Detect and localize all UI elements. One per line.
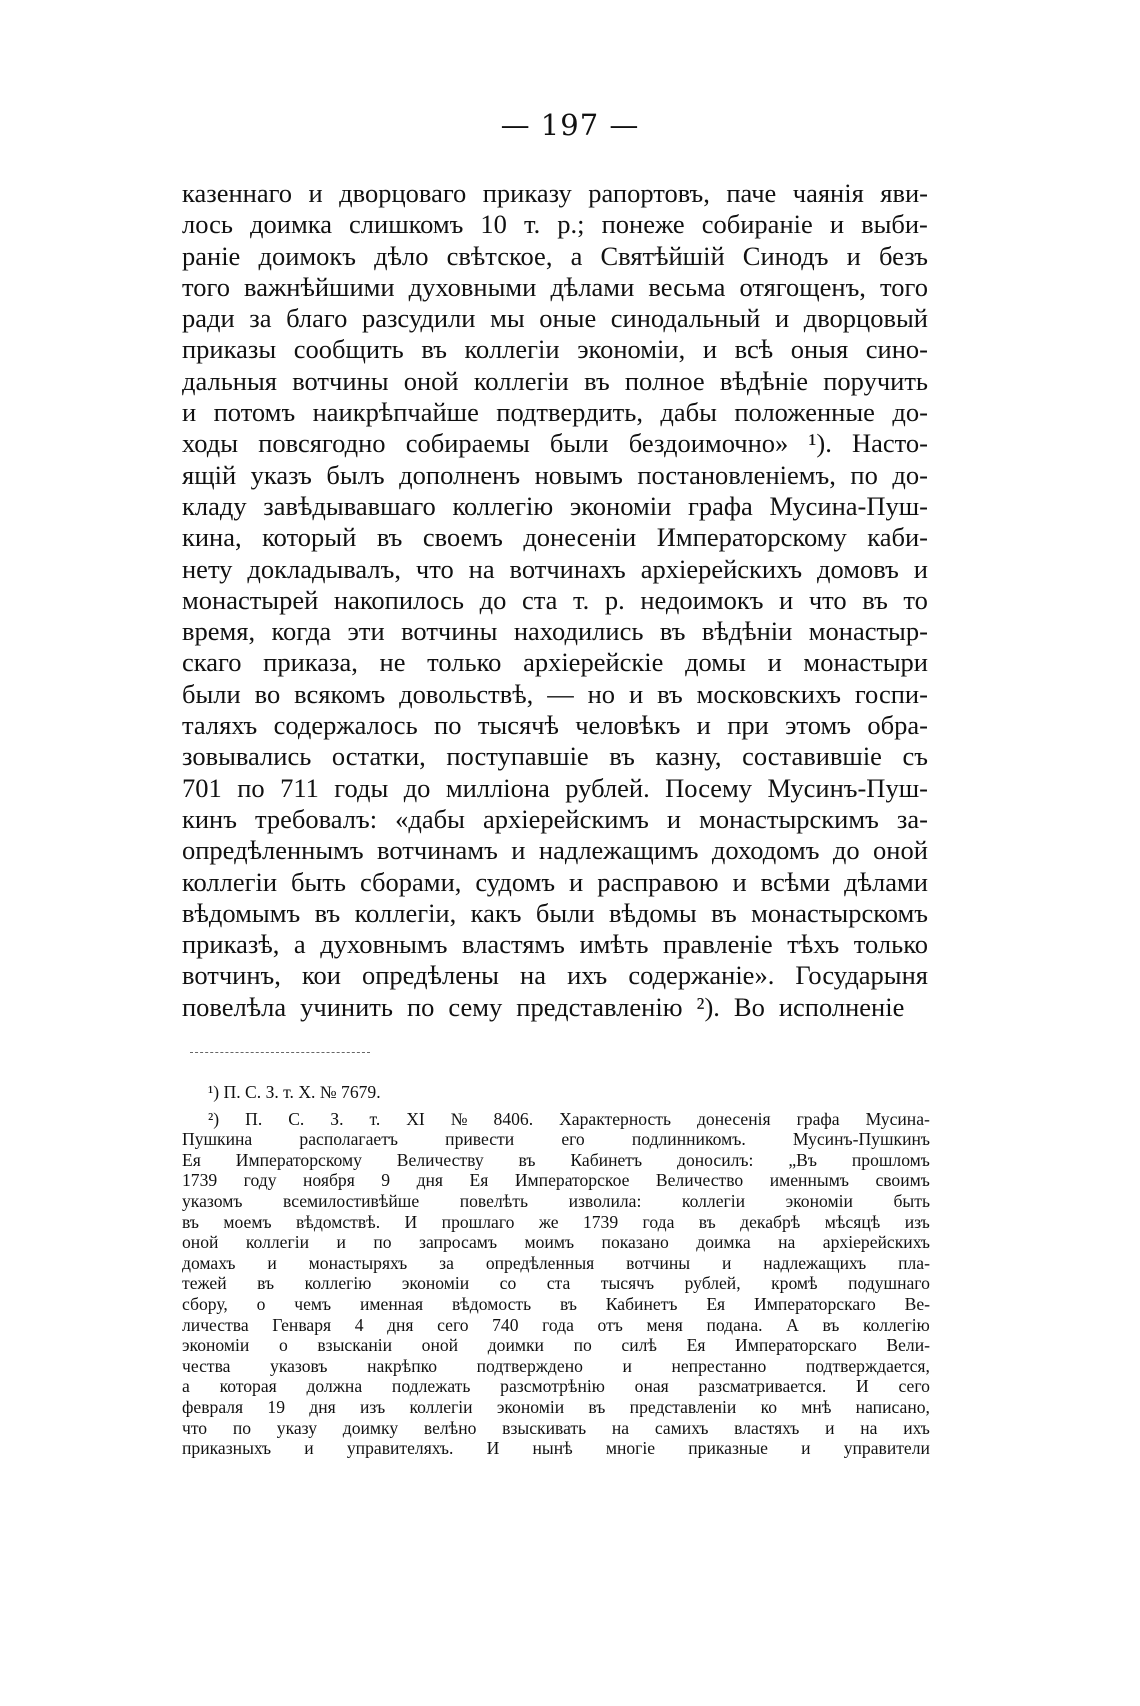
footnotes (182, 1082, 930, 1459)
text-line: дальныя вотчины оной коллегіи въ полное вѣдѣніе поручить (182, 365, 928, 396)
text-line: скаго приказа, не только архіерейскіе домы и монастыри (182, 647, 928, 678)
footnote-line: 1739 году ноября 9 дня Ея Императорское Величество именнымъ своимъ (182, 1170, 930, 1191)
text-line: опредѣленнымъ вотчинамъ и надлежащимъ доходомъ до оной (182, 835, 928, 866)
text-line: время, когда эти вотчины находились въ вѣдѣніи монастыр- (182, 616, 928, 647)
text-line: нету докладывалъ, что на вотчинахъ архіерейскихъ домовъ и (182, 553, 928, 584)
footnote-line: что по указу доимку велѣно взыскивать на самихъ властяхъ и на ихъ (182, 1417, 930, 1438)
footnote-1: ¹) П. С. З. т. X. № 7679. (208, 1082, 381, 1102)
text-line: кина, который въ своемъ донесеніи Императорскому каби- (182, 522, 928, 553)
text-line: ходы повсягодно собираемы были бездоимочно» ¹). Насто- (182, 428, 928, 459)
footnote-line: личества Генваря 4 дня сего 740 года отъ меня подана. А въ коллегію (182, 1314, 930, 1335)
footnote-line: экономіи о взысканіи оной доимки по силѣ Ея Императорскаго Вели- (182, 1335, 930, 1356)
footnote-line: февраля 19 дня изъ коллегіи экономіи въ представленіи ко мнѣ написано, (182, 1396, 930, 1417)
text-line: ящій указъ былъ дополненъ новымъ постановленіемъ, по до- (182, 459, 928, 490)
text-line: приказѣ, а духовнымъ властямъ имѣть правленіе тѣхъ только (182, 929, 928, 960)
page-number: — 197 — (500, 108, 640, 142)
footnote-line: указомъ всемилостивѣйше повелѣть изволила: коллегіи экономіи быть (182, 1190, 930, 1211)
footnote-line: сбору, о чемъ именная вѣдомость въ Кабинетъ Ея Императорскаго Ве- (182, 1293, 930, 1314)
footnote-line: приказныхъ и управителяхъ. И нынѣ многіе приказные и управители (182, 1438, 930, 1459)
text-line: монастырей накопилось до ста т. р. недоимокъ и что въ то (182, 584, 928, 615)
footnote-2 (182, 1109, 930, 1459)
text-line: и потомъ наикрѣпчайше подтвердить, дабы положенные до- (182, 397, 928, 428)
text-line: 701 по 711 годы до милліона рублей. Посему Мусинъ-Пуш- (182, 772, 928, 803)
text-line: того важнѣйшими духовными дѣлами весьма отягощенъ, того (182, 271, 928, 302)
footnote-line: домахъ и монастыряхъ за опредѣленныя вотчины и надлежащихъ пла- (182, 1252, 930, 1273)
footnote-line: въ моемъ вѣдомствѣ. И прошлаго же 1739 года въ декабрѣ мѣсяцѣ изъ (182, 1211, 930, 1232)
text-line: лось доимка слишкомъ 10 т. р.; понеже собираніе и выби- (182, 209, 928, 240)
text-line: вѣдомымъ въ коллегіи, какъ были вѣдомы въ монастырскомъ (182, 897, 928, 928)
main-text (182, 178, 928, 1023)
text-line: ради за благо разсудили мы оные синодальный и дворцовый (182, 303, 928, 334)
text-line: повелѣла учинить по сему представленію ²). Во исполненіе (182, 991, 905, 1022)
text-line: вотчинъ, кои опредѣлены на ихъ содержаніе». Государыня (182, 960, 928, 991)
text-line: таляхъ содержалось по тысячѣ человѣкъ и при этомъ обра- (182, 710, 928, 741)
footnote-line: Пушкина располагаетъ привести его подлинникомъ. Мусинъ-Пушкинъ (182, 1129, 930, 1150)
footnote-divider (190, 1052, 370, 1053)
footnote-line: оной коллегіи и по запросамъ моимъ показано доимка на архіерейскихъ (182, 1232, 930, 1253)
text-line: коллегіи быть сборами, судомъ и расправою и всѣми дѣлами (182, 866, 928, 897)
footnote-line: Ея Императорскому Величеству въ Кабинетъ доносилъ: „Въ прошломъ (182, 1149, 930, 1170)
text-line: приказы сообщить въ коллегіи экономіи, и всѣ оныя сино- (182, 334, 928, 365)
text-line: были во всякомъ довольствѣ, — но и въ московскихъ госпи- (182, 678, 928, 709)
text-line: кинъ требовалъ: «дабы архіерейскимъ и монастырскимъ за- (182, 803, 928, 834)
footnote-line: тежей въ коллегію экономіи со ста тысячъ рублей, кромѣ подушнаго (182, 1273, 930, 1294)
text-line: кладу завѣдывавшаго коллегію экономіи графа Мусина-Пуш- (182, 490, 928, 521)
footnote-line: а которая должна подлежать разсмотрѣнію оная разсматривается. И сего (182, 1376, 930, 1397)
text-line: зовывались остатки, поступавшіе въ казну, составившіе съ (182, 741, 928, 772)
text-line: казеннаго и дворцоваго приказу рапортовъ, паче чаянія яви- (182, 178, 928, 208)
footnote-line: ²) П. С. З. т. XI № 8406. Характерность донесенія графа Мусина- (208, 1108, 930, 1129)
footnote-line: чества указовъ накрѣпко подтверждено и непрестанно подтверждается, (182, 1355, 930, 1376)
text-line: раніе доимокъ дѣло свѣтское, а Святѣйшій Синодъ и безъ (182, 240, 928, 271)
